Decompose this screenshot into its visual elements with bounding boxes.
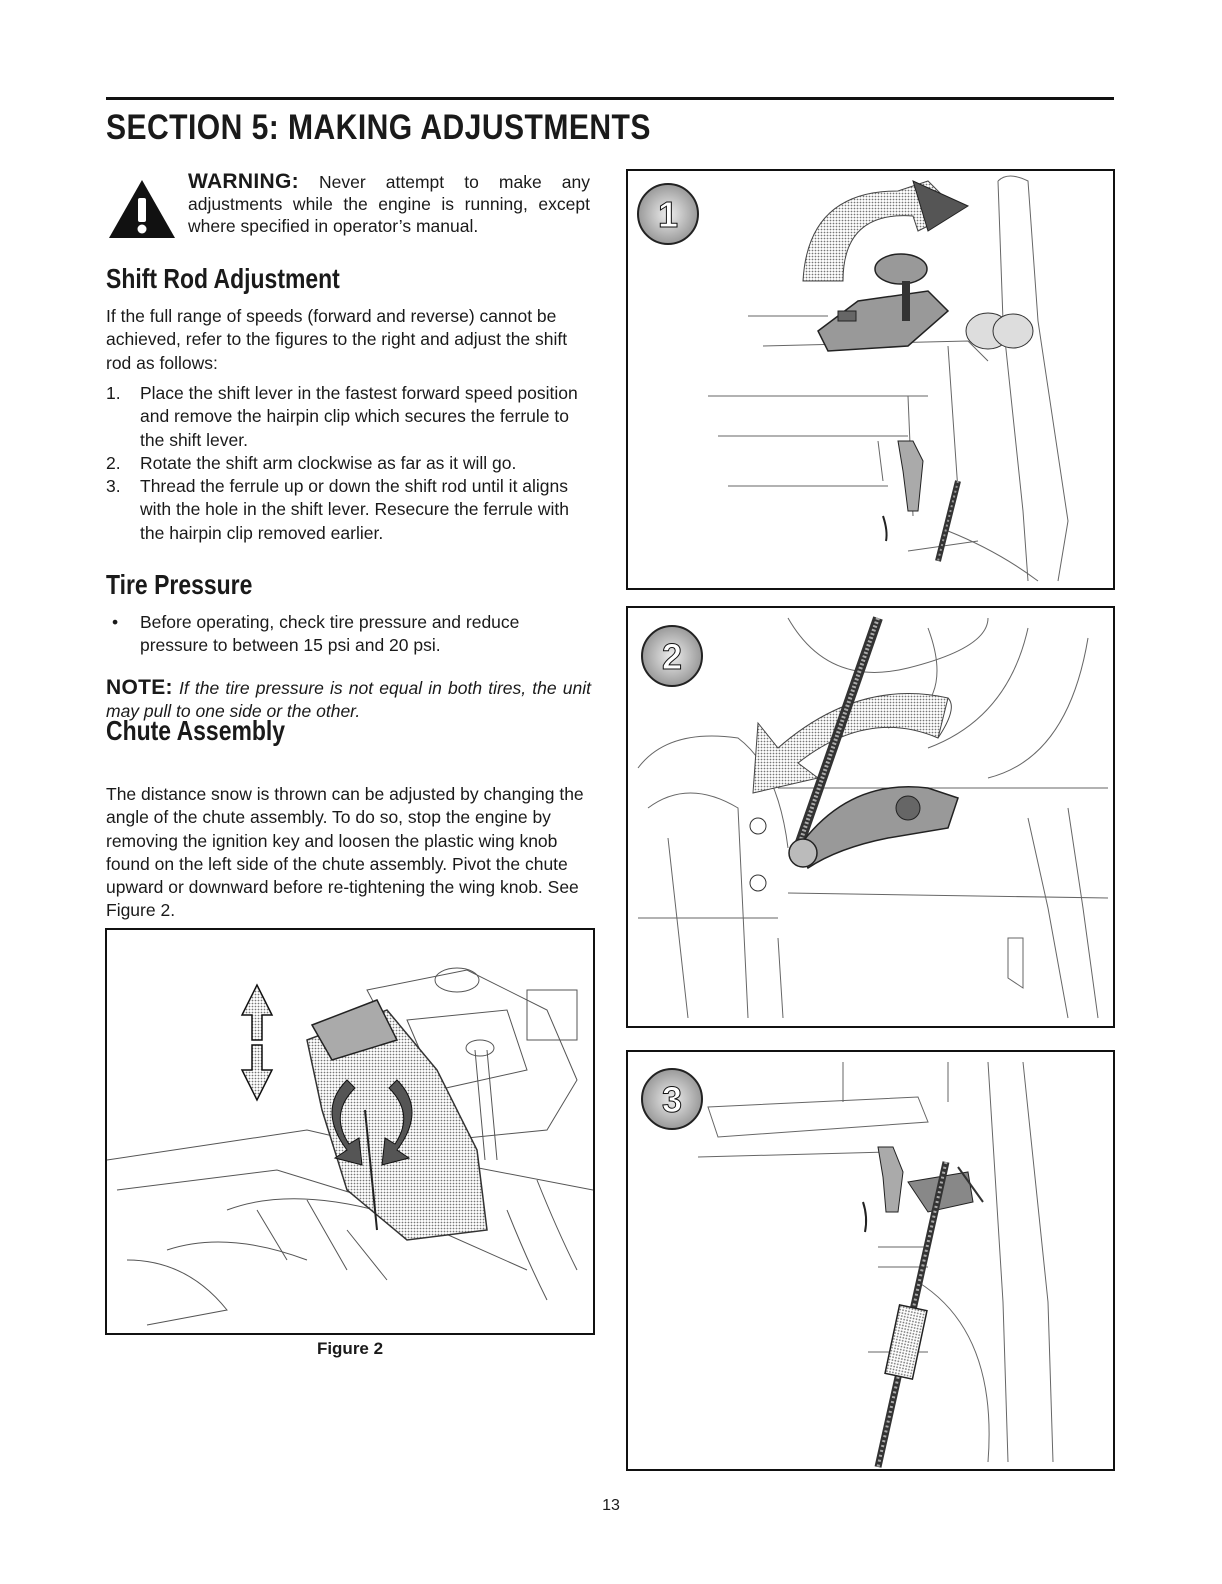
note-text: If the tire pressure is not equal in both tires, the unit may pull to one side or the other. <box>106 678 591 722</box>
step-text: Place the shift lever in the fastest forward speed position and remove the hairpin clip which secures the ferrule to the shift lever. <box>140 383 578 450</box>
step-number: 3. <box>106 476 121 497</box>
tire-pressure-heading: Tire Pressure <box>106 569 253 600</box>
chute-assembly-heading: Chute Assembly <box>106 715 286 746</box>
header-rule <box>106 97 1114 100</box>
chute-assembly-text: The distance snow is thrown can be adjusted by changing the angle of the chute assembly. To do so, stop the engine by removing the ignition key and loosen the plastic wing knob found on the left side of the chute assembly. Pivot the chute upward or downward before re-tightening the wing knob. See Figure 2. <box>106 784 584 921</box>
warning-text: Never attempt to make any adjustments while the engine is running, except where specified in operator’s manual. <box>188 172 590 236</box>
shift-rod-steps <box>106 382 591 545</box>
note-label: NOTE: <box>106 676 173 699</box>
list-item <box>106 452 591 475</box>
step-text: Rotate the shift arm clockwise as far as it will go. <box>140 452 517 473</box>
step-badge: 2 <box>661 636 683 677</box>
shift-lever-illustration <box>628 171 1113 588</box>
shift-arm-illustration <box>628 608 1113 1026</box>
step-figure-3 <box>626 1050 1115 1471</box>
chute-illustration <box>107 930 593 1333</box>
warning-block <box>188 171 590 237</box>
ferrule-illustration <box>628 1052 1113 1469</box>
shift-rod-intro: If the full range of speeds (forward and reverse) cannot be achieved, refer to the figures to the right and adjust the shift rod as follows: <box>106 306 568 373</box>
page-number: 13 <box>602 1497 620 1514</box>
step-number: 1. <box>106 383 121 403</box>
step-figure-1 <box>626 169 1115 590</box>
list-item <box>106 382 591 452</box>
section-title: SECTION 5: MAKING ADJUSTMENTS <box>106 108 651 147</box>
step-badge: 1 <box>657 194 679 235</box>
warning-label: WARNING: <box>188 170 299 193</box>
shift-rod-heading: Shift Rod Adjustment <box>106 263 340 294</box>
warning-triangle-icon <box>107 178 177 240</box>
figure-2-illustration <box>105 928 595 1335</box>
tire-pressure-bullet <box>106 611 591 658</box>
step-badge: 3 <box>661 1079 683 1120</box>
step-text: Thread the ferrule up or down the shift rod until it aligns with the hole in the shift lever. Resecure the ferrule with the hairpin clip removed earlier. <box>140 476 569 543</box>
figure-caption: Figure 2 <box>316 1339 384 1358</box>
list-item <box>106 475 591 545</box>
bullet-icon: • <box>112 612 119 632</box>
step-number: 2. <box>106 452 121 473</box>
step-figure-2 <box>626 606 1115 1028</box>
tire-pressure-text: Before operating, check tire pressure and reduce pressure to between 15 psi and 20 psi. <box>140 612 520 656</box>
